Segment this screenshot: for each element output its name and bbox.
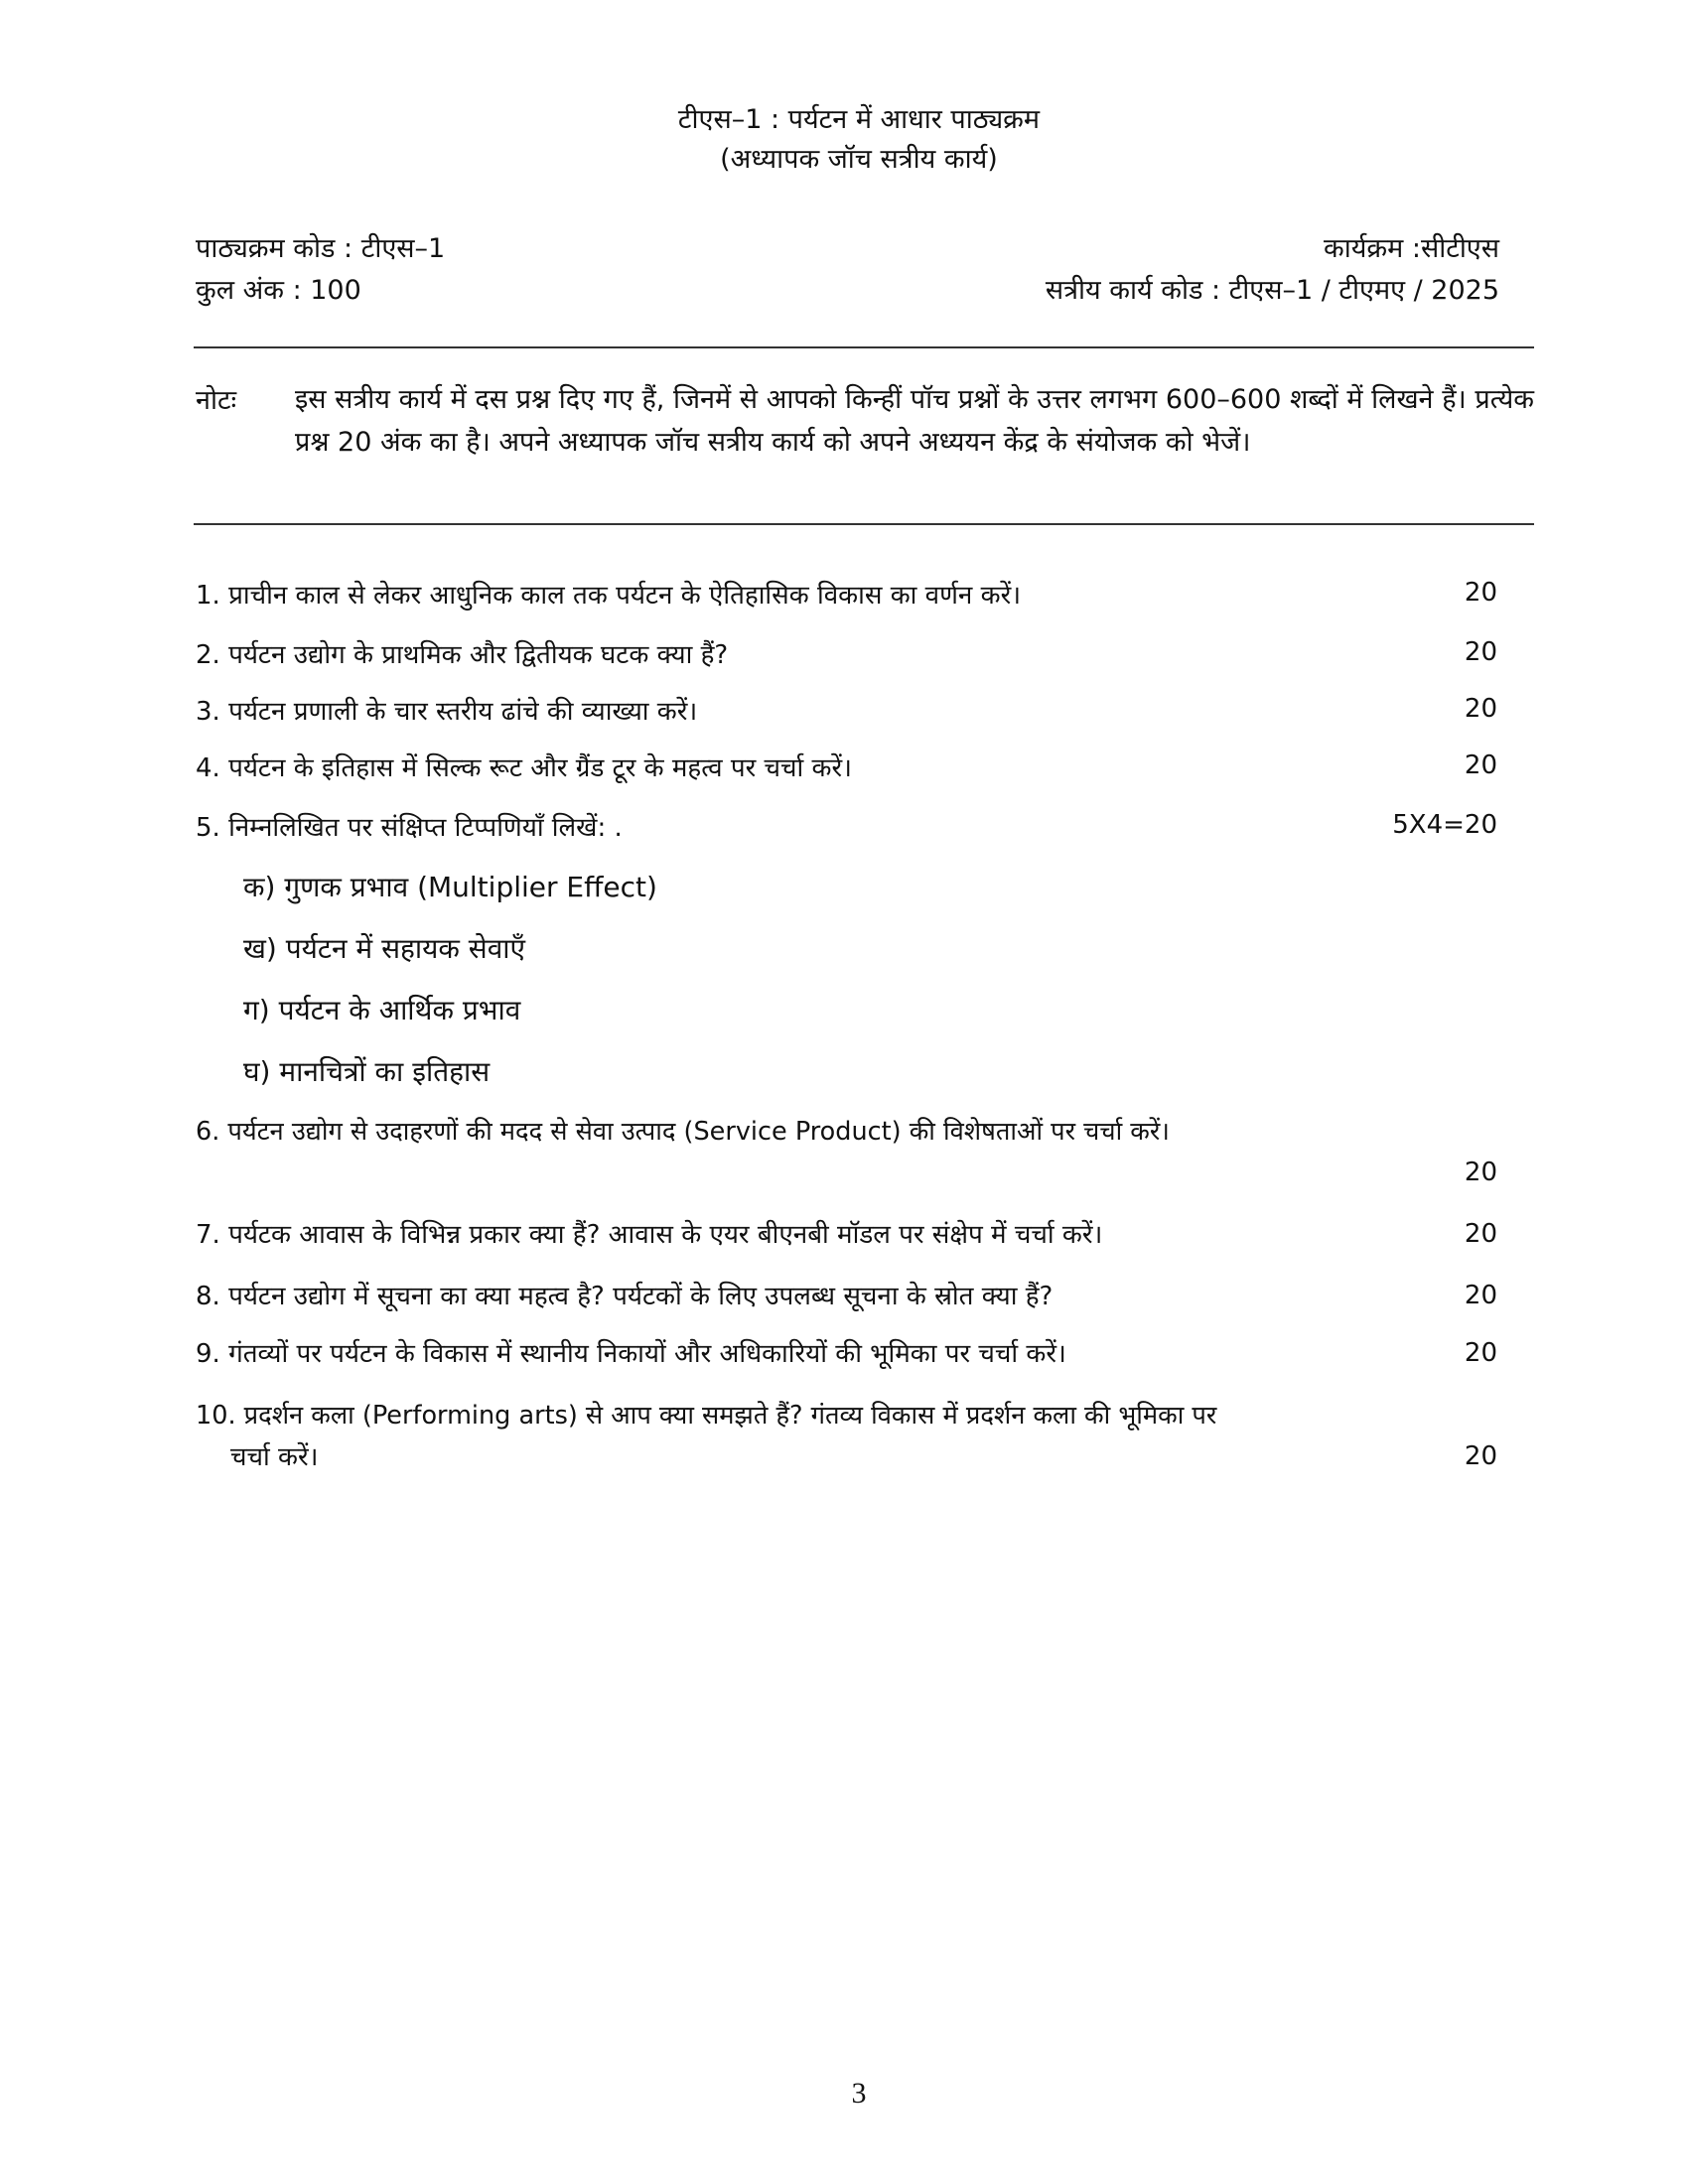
- question-10-marks: 20: [1464, 1441, 1497, 1471]
- question-5-marks: 5X4=20: [1392, 810, 1497, 840]
- sub-item-gha: घ) मानचित्रों का इतिहास: [243, 1055, 491, 1088]
- total-marks: कुल अंक : 100: [196, 275, 361, 306]
- note-label: नोटः: [196, 385, 237, 416]
- page-number: 3: [851, 2077, 867, 2110]
- sub-item-ka: क) गुणक प्रभाव (Multiplier Effect): [243, 871, 657, 903]
- question-9: 9. गंतव्यों पर पर्यटन के विकास में स्थानीय निकायों और अधिकारियों की भूमिका पर चर्चा करें।: [196, 1339, 1066, 1369]
- question-10: 10. प्रदर्शन कला (Performing arts) से आप क्या समझते हैं? गंतव्य विकास में प्रदर्शन कला की भूमिका पर: [196, 1401, 1217, 1431]
- question-3-marks: 20: [1464, 694, 1497, 724]
- question-3: 3. पर्यटन प्रणाली के चार स्तरीय ढांचे की व्याख्या करें।: [196, 697, 698, 727]
- question-9-marks: 20: [1464, 1338, 1497, 1368]
- question-10-cont: चर्चा करें।: [230, 1442, 319, 1472]
- question-2: 2. पर्यटन उद्योग के प्राथमिक और द्वितीयक घटक क्या हैं?: [196, 640, 729, 670]
- assignment-code: सत्रीय कार्य कोड : टीएस–1 / टीएमए / 2025: [1045, 275, 1499, 306]
- question-7-marks: 20: [1464, 1219, 1497, 1249]
- question-8-marks: 20: [1464, 1281, 1497, 1310]
- question-1-marks: 20: [1464, 578, 1497, 608]
- course-code: पाठ्यक्रम कोड : टीएस–1: [196, 233, 446, 264]
- question-6: 6. पर्यटन उद्योग से उदाहरणों की मदद से सेवा उत्पाद (Service Product) की विशेषताओं पर चर्चा करें।: [196, 1117, 1170, 1147]
- sub-item-ga: ग) पर्यटन के आर्थिक प्रभाव: [243, 994, 521, 1026]
- page-title: टीएस–1 : पर्यटन में आधार पाठ्यक्रम: [677, 104, 1041, 135]
- page-subtitle: (अध्यापक जॉच सत्रीय कार्य): [720, 144, 998, 175]
- question-7: 7. पर्यटक आवास के विभिन्न प्रकार क्या हैं? आवास के एयर बीएनबी मॉडल पर संक्षेप में चर्चा करें।: [196, 1220, 1103, 1250]
- question-2-marks: 20: [1464, 637, 1497, 667]
- question-1: 1. प्राचीन काल से लेकर आधुनिक काल तक पर्यटन के ऐतिहासिक विकास का वर्णन करें।: [196, 581, 1022, 611]
- programme: कार्यक्रम :सीटीएस: [1324, 233, 1499, 264]
- question-4: 4. पर्यटन के इतिहास में सिल्क रूट और ग्रैंड टूर के महत्व पर चर्चा करें।: [196, 753, 852, 783]
- question-6-marks: 20: [1464, 1158, 1497, 1187]
- sub-item-kha: ख) पर्यटन में सहायक सेवाएँ: [243, 932, 525, 965]
- divider-bottom: [194, 523, 1534, 525]
- note-text: इस सत्रीय कार्य में दस प्रश्न दिए गए हैं, जिनमें से आपको किन्हीं पॉच प्रश्नों के उत्तर लगभग 600–600 शब्दों में लिखने हैं। प्रत्येक प्रश्न 20 अंक का है। अपने अध्यापक जॉच सत्रीय कार्य को अपने अध्ययन केंद्र के संयोजक को भेजें।: [295, 384, 1534, 458]
- divider-top: [194, 346, 1534, 348]
- question-5: 5. निम्नलिखित पर संक्षिप्त टिप्पणियाँ लिखें: .: [196, 813, 623, 843]
- question-4-marks: 20: [1464, 751, 1497, 780]
- question-8: 8. पर्यटन उद्योग में सूचना का क्या महत्व है? पर्यटकों के लिए उपलब्ध सूचना के स्रोत क्या हैं?: [196, 1282, 1054, 1311]
